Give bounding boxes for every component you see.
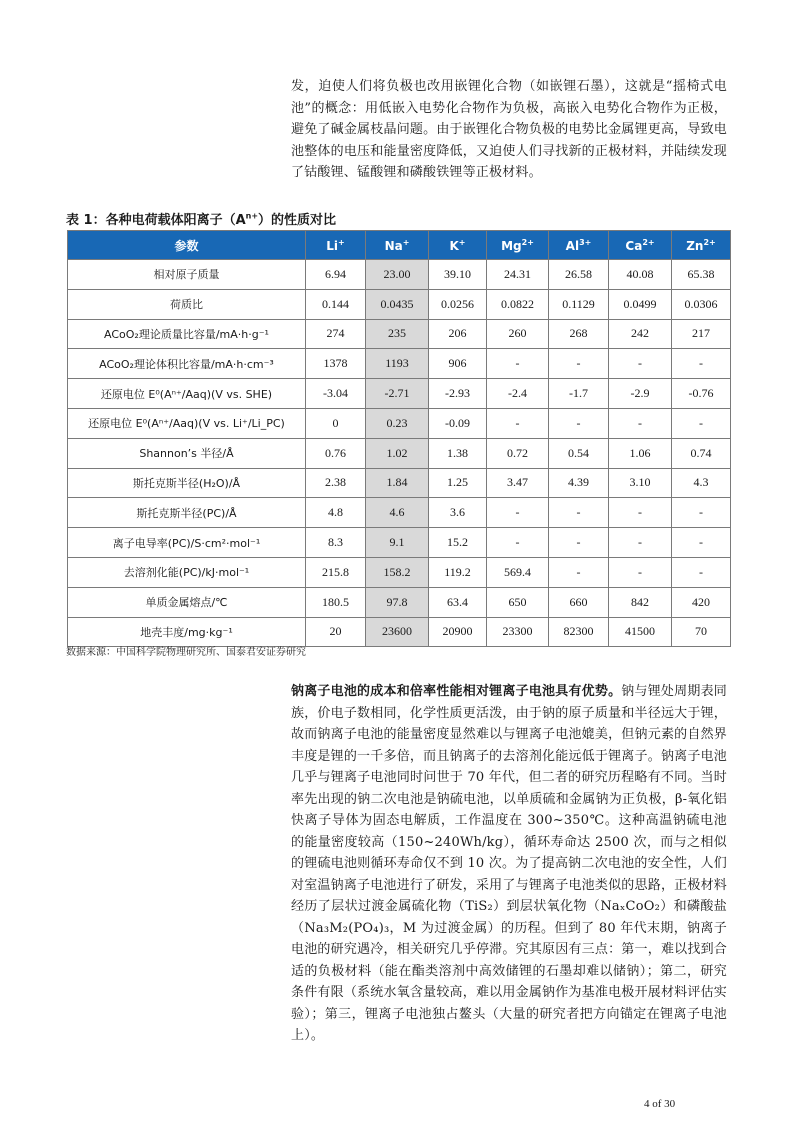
data-source-note: 数据来源：中国科学院物理研究所、国泰君安证券研究 <box>66 647 306 658</box>
table-cell: 15.2 <box>429 528 487 558</box>
table-row <box>68 319 731 349</box>
table-cell: 650 <box>487 587 549 617</box>
table-row <box>68 557 731 587</box>
table-cell: -0.76 <box>672 379 731 409</box>
table-cell: 97.8 <box>366 587 429 617</box>
table-cell: - <box>672 408 731 438</box>
table-cell: 0.74 <box>672 438 731 468</box>
table-cell: - <box>549 408 609 438</box>
table-cell: - <box>549 557 609 587</box>
header-ion: $Ca^{2+}$ <box>609 231 672 260</box>
table-cell: 268 <box>549 319 609 349</box>
table-cell: 1.38 <box>429 438 487 468</box>
body-paragraph <box>291 681 727 1047</box>
row-label: ACoO₂理论体积比容量/mA·h·cm⁻³ <box>68 349 306 379</box>
table-cell: 0.0306 <box>672 289 731 319</box>
table-cell: - <box>549 349 609 379</box>
table-row <box>68 260 731 290</box>
table-cell: 3.10 <box>609 468 672 498</box>
table-cell: 24.31 <box>487 260 549 290</box>
header-param: 参数 <box>68 231 306 260</box>
table-cell: 0.1129 <box>549 289 609 319</box>
table-cell: 20900 <box>429 617 487 647</box>
table-row <box>68 468 731 498</box>
paragraph-bold-lead: 钠离子电池的成本和倍率性能相对锂离子电池具有优势。 <box>291 684 622 699</box>
table-cell: 842 <box>609 587 672 617</box>
table-cell: 0 <box>306 408 366 438</box>
table-cell: 0.76 <box>306 438 366 468</box>
table-row <box>68 289 731 319</box>
table-cell: 119.2 <box>429 557 487 587</box>
table-caption-end: ）的性质对比 <box>258 213 337 228</box>
table-cell: - <box>672 528 731 558</box>
table-cell: 9.1 <box>366 528 429 558</box>
table-row <box>68 587 731 617</box>
row-label: 去溶剂化能(PC)/kJ·mol⁻¹ <box>68 557 306 587</box>
cation-properties-table <box>67 230 731 647</box>
table-cell: 1.06 <box>609 438 672 468</box>
table-cell: -2.71 <box>366 379 429 409</box>
table-cell: 274 <box>306 319 366 349</box>
table-caption-sup: n+ <box>245 211 259 221</box>
table-cell: 1378 <box>306 349 366 379</box>
table-cell: 1193 <box>366 349 429 379</box>
table-cell: - <box>487 498 549 528</box>
table-caption <box>66 209 336 228</box>
table-cell: - <box>487 408 549 438</box>
table-cell: -3.04 <box>306 379 366 409</box>
row-label: 斯托克斯半径(PC)/Å <box>68 498 306 528</box>
table-cell: 1.25 <box>429 468 487 498</box>
table-cell: 6.94 <box>306 260 366 290</box>
table-cell: 3.6 <box>429 498 487 528</box>
header-ion: $Mg^{2+}$ <box>487 231 549 260</box>
table-cell: -2.4 <box>487 379 549 409</box>
table-cell: 0.72 <box>487 438 549 468</box>
table-cell: 0.0435 <box>366 289 429 319</box>
table-cell: - <box>487 349 549 379</box>
table-row <box>68 408 731 438</box>
table-cell: 260 <box>487 319 549 349</box>
row-label: 还原电位 E⁰(Aⁿ⁺/Aaq)(V vs. SHE) <box>68 379 306 409</box>
table-cell: 23600 <box>366 617 429 647</box>
table-cell: - <box>609 498 672 528</box>
table-cell: - <box>549 528 609 558</box>
table-cell: - <box>549 498 609 528</box>
row-label: Shannon’s 半径/Å <box>68 438 306 468</box>
table-cell: 0.0499 <box>609 289 672 319</box>
table-cell: 0.23 <box>366 408 429 438</box>
table-cell: 235 <box>366 319 429 349</box>
header-ion: K+ <box>429 231 487 260</box>
table-cell: 26.58 <box>549 260 609 290</box>
table-cell: - <box>609 349 672 379</box>
page-number: 4 of 30 <box>644 1098 676 1110</box>
table-cell: 242 <box>609 319 672 349</box>
table-cell: 0.0822 <box>487 289 549 319</box>
table-cell: 39.10 <box>429 260 487 290</box>
table-cell: 3.47 <box>487 468 549 498</box>
table-cell: - <box>609 528 672 558</box>
table-cell: 158.2 <box>366 557 429 587</box>
table-cell: 215.8 <box>306 557 366 587</box>
row-label: 斯托克斯半径(H₂O)/Å <box>68 468 306 498</box>
table-row <box>68 349 731 379</box>
table-cell: - <box>487 528 549 558</box>
table-header-row <box>68 231 731 260</box>
header-ion: $Al^{3+}$ <box>549 231 609 260</box>
table-cell: 20 <box>306 617 366 647</box>
table-caption-text: 表 1：各种电荷载体阳离子（A <box>66 213 246 228</box>
row-label: 荷质比 <box>68 289 306 319</box>
table-cell: 1.02 <box>366 438 429 468</box>
row-label: 还原电位 E⁰(Aⁿ⁺/Aaq)(V vs. Li⁺/Li_PC) <box>68 408 306 438</box>
table-cell: 0.0256 <box>429 289 487 319</box>
table-cell: -1.7 <box>549 379 609 409</box>
table-cell: - <box>609 408 672 438</box>
header-ion: $Zn^{2+}$ <box>672 231 731 260</box>
row-label: 相对原子质量 <box>68 260 306 290</box>
table-cell: - <box>672 498 731 528</box>
table-row <box>68 438 731 468</box>
table-cell: 4.3 <box>672 468 731 498</box>
table-row <box>68 528 731 558</box>
table-cell: 4.6 <box>366 498 429 528</box>
table-cell: 70 <box>672 617 731 647</box>
header-ion: Li+ <box>306 231 366 260</box>
table-cell: 23.00 <box>366 260 429 290</box>
table-cell: 82300 <box>549 617 609 647</box>
table-cell: 217 <box>672 319 731 349</box>
table-cell: 40.08 <box>609 260 672 290</box>
table-cell: 63.4 <box>429 587 487 617</box>
table-cell: 4.39 <box>549 468 609 498</box>
table-cell: 65.38 <box>672 260 731 290</box>
table-cell: 0.54 <box>549 438 609 468</box>
table-cell: - <box>609 557 672 587</box>
table-cell: 180.5 <box>306 587 366 617</box>
table-cell: 8.3 <box>306 528 366 558</box>
row-label: ACoO₂理论质量比容量/mA·h·g⁻¹ <box>68 319 306 349</box>
table-cell: 206 <box>429 319 487 349</box>
table-row <box>68 498 731 528</box>
table-row <box>68 379 731 409</box>
row-label: 单质金属熔点/℃ <box>68 587 306 617</box>
table-cell: 1.84 <box>366 468 429 498</box>
table-cell: - <box>672 557 731 587</box>
row-label: 离子电导率(PC)/S·cm²·mol⁻¹ <box>68 528 306 558</box>
paragraph-text: 钠与锂处周期表同族，价电子数相同，化学性质更活泼，由于钠的原子质量和半径远大于锂，故而钠离子电池的能量密度显然难以与锂离子电池媲美，但钠元素的自然界丰度是锂的一千多倍，而且钠离子的去溶剂化能远低于锂离子。钠离子电池几乎与锂离子电池同时问世于 70 年代，但二者的研究历程略有不同。当时率先出现的钠二次电池是钠硫电池，以单质硫和金属钠为正负极，β-氧化铝快离子导体为固态电解质，工作温度在 300~350℃。这种高温钠硫电池的能量密度较高（150~240Wh/kg），循环寿命达 2500 次，而与之相似的锂硫电池则循环寿命仅不到 10 次。为了提高钠二次电池的安全性，人们对室温钠离子电池进行了研发，采用了与锂离子电池类似的思路，正极材料经历了层状过渡金属硫化物（TiS₂）到层状氧化物（NaₓCoO₂）和磷酸盐（Na₃M₂(PO₄)₃，M 为过渡金属）的历程。但到了 80 年代末期，钠离子电池的研究遇冷，相关研究几乎停滞。究其原因有三点：第一，难以找到合适的负极材料（能在酯类溶剂中高效储锂的石墨却难以储钠）；第二，研究条件有限（系统水氧含量较高，难以用金属钠作为基准电极开展材料评估实验）；第三，锂离子电池独占鳌头（大量的研究者把方向锚定在锂离子电池上）。 <box>291 684 727 1043</box>
row-label: 地壳丰度/mg·kg⁻¹ <box>68 617 306 647</box>
table-cell: -0.09 <box>429 408 487 438</box>
table-cell: 0.144 <box>306 289 366 319</box>
table-cell: 41500 <box>609 617 672 647</box>
table-cell: 569.4 <box>487 557 549 587</box>
table-cell: 23300 <box>487 617 549 647</box>
table-cell: - <box>672 349 731 379</box>
table-cell: 660 <box>549 587 609 617</box>
intro-paragraph: 发，迫使人们将负极也改用嵌锂化合物（如嵌锂石墨），这就是“摇椅式电池”的概念：用低嵌入电势化合物作为负极，高嵌入电势化合物作为正极，避免了碱金属枝晶问题。由于嵌锂化合物负极的电势比金属锂更高，导致电池整体的电压和能量密度降低，又迫使人们寻找新的正极材料，并陆续发现了钴酸锂、锰酸锂和磷酸铁锂等正极材料。 <box>291 79 727 180</box>
header-ion: Na+ <box>366 231 429 260</box>
table-cell: -2.9 <box>609 379 672 409</box>
table-cell: 420 <box>672 587 731 617</box>
table-cell: 906 <box>429 349 487 379</box>
table-cell: 4.8 <box>306 498 366 528</box>
table-cell: 2.38 <box>306 468 366 498</box>
table-cell: -2.93 <box>429 379 487 409</box>
